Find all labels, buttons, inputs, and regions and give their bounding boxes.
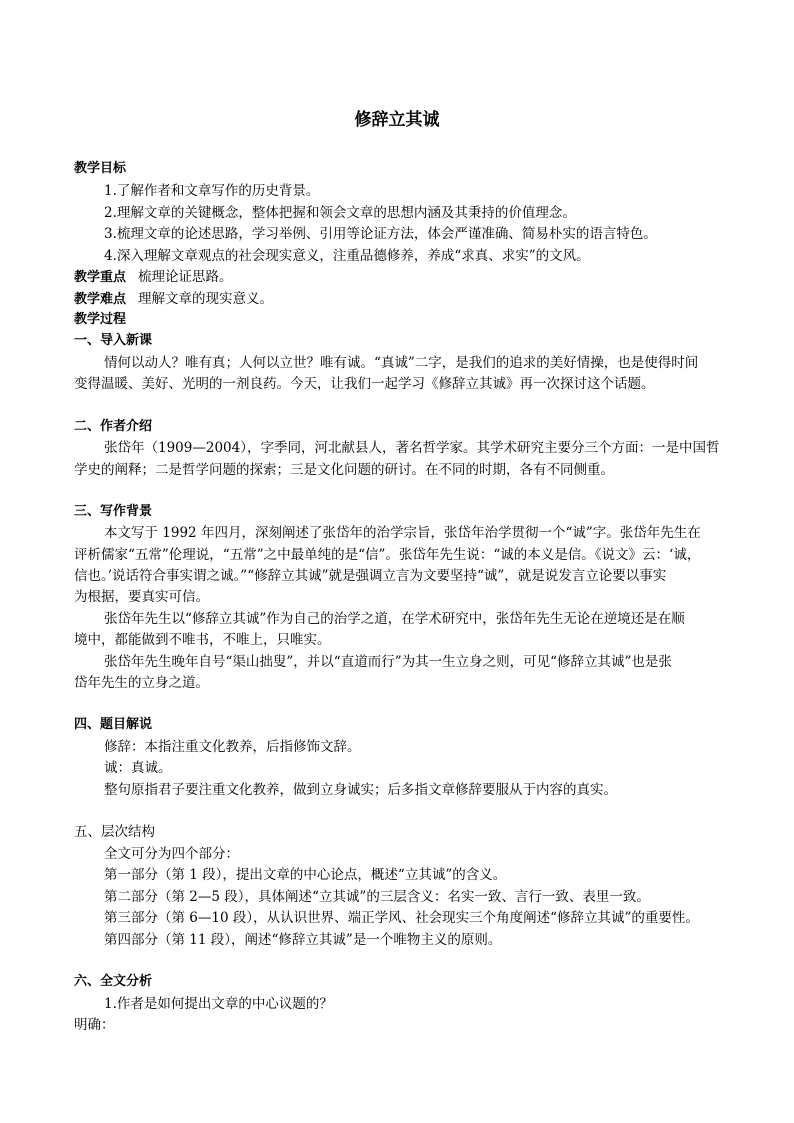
section-heading: 一、导入新课 xyxy=(74,333,153,348)
page-title: 修辞立其诚 xyxy=(354,110,440,130)
paragraph-line: 全文可分为四个部分： xyxy=(104,846,239,862)
paragraph-line: 情何以动人？唯有真；人何以立世？唯有诚。“真诚”二字，是我们的追求的美好情操，也是使得时间 xyxy=(104,355,699,371)
process-heading: 教学过程 xyxy=(74,312,127,327)
key-point-label: 教学重点 xyxy=(74,270,127,285)
goal-item: 2.理解文章的关键概念，整体把握和领会文章的思想内涵及其秉持的价值理念。 xyxy=(104,205,576,221)
paragraph-line: 境中，都能做到不唯书，不唯上，只唯实。 xyxy=(74,632,331,648)
paragraph-line: 评析儒家“五常”伦理说，“五常”之中最单纯的是“信”。张岱年先生说：“诚的本义是信。《说文》云：‘诚， xyxy=(74,547,701,563)
section-heading: 三、写作背景 xyxy=(74,504,153,519)
section-heading: 四、题目解说 xyxy=(74,717,153,732)
paragraph-line: 信也。’说话符合事实谓之诚。”“修辞立其诚”就是强调立言为文要坚持“诚”，就是说发言立论要以事实 xyxy=(74,568,667,584)
paragraph-line: 整句原指君子要注重文化教养，做到立身诚实；后多指文章修辞要服从于内容的真实。 xyxy=(104,782,617,798)
difficulty-text: 理解文章的现实意义。 xyxy=(138,291,274,307)
paragraph-line: 学史的阐释；二是哲学问题的探索；三是文化问题的研讨。在不同的时期，各有不同侧重。 xyxy=(74,462,614,478)
paragraph-line: 变得温暖、美好、光明的一剂良药。今天，让我们一起学习《修辞立其诚》再一次探讨这个话题。 xyxy=(74,376,655,392)
goals-heading: 教学目标 xyxy=(74,161,127,176)
paragraph-line: 诚：真诚。 xyxy=(104,760,172,776)
paragraph-line: 张岱年（1909—2004），字季同，河北献县人，著名哲学家。其学术研究主要分三个方面：一是中国哲 xyxy=(104,440,720,456)
paragraph-line: 修辞：本指注重文化教养，后指修饰文辞。 xyxy=(104,739,361,755)
difficulty-row xyxy=(74,288,724,311)
key-point-row xyxy=(74,266,724,289)
section-heading: 五、层次结构 xyxy=(74,824,155,840)
goal-item: 1.了解作者和文章写作的历史背景。 xyxy=(104,183,320,199)
paragraph-line: 第一部分（第 1 段），提出文章的中心论点，概述“立其诚”的含义。 xyxy=(104,867,507,883)
paragraph-line: 张岱年先生晚年自号“渠山拙叟”，并以“直道而行”为其一生立身之则，可见“修辞立其诚”也是张 xyxy=(104,654,672,670)
section-heading: 二、作者介绍 xyxy=(74,419,153,434)
paragraph-line: 张岱年先生以“修辞立其诚”作为自己的治学之道，在学术研究中，张岱年先生无论在逆境还是在顺 xyxy=(104,611,685,627)
paragraph-line: 第二部分（第 2—5 段），具体阐述“立其诚”的三层含义：名实一致、言行一致、表里一致。 xyxy=(104,889,650,905)
paragraph-line: 本文写于 1992 年四月，深刻阐述了张岱年的治学宗旨，张岱年治学贯彻一个“诚”字。张岱年先生在 xyxy=(104,525,701,541)
paragraph-line: 为根据，要真实可信。 xyxy=(74,589,209,605)
key-point-text: 梳理论证思路。 xyxy=(138,269,233,285)
paragraph-line: 第三部分（第 6—10 段），从认识世界、端正学风、社会现实三个角度阐述“修辞立其诚”的重要性。 xyxy=(104,910,699,926)
difficulty-label: 教学难点 xyxy=(74,292,127,307)
goal-item: 4.深入理解文章观点的社会现实意义，注重品德修养，养成“求真、求实”的文风。 xyxy=(104,248,590,264)
section-heading: 六、全文分析 xyxy=(74,974,153,989)
question-text: 1.作者是如何提出文章的中心议题的？ xyxy=(104,996,333,1012)
goal-item: 3.梳理文章的论述思路，学习举例、引用等论证方法，体会严谨准确、简易朴实的语言特色。 xyxy=(104,226,657,242)
answer-label: 明确： xyxy=(74,1017,115,1033)
paragraph-line: 岱年先生的立身之道。 xyxy=(74,675,209,691)
paragraph-line: 第四部分（第 11 段），阐述“修辞立其诚”是一个唯物主义的原则。 xyxy=(104,932,502,948)
